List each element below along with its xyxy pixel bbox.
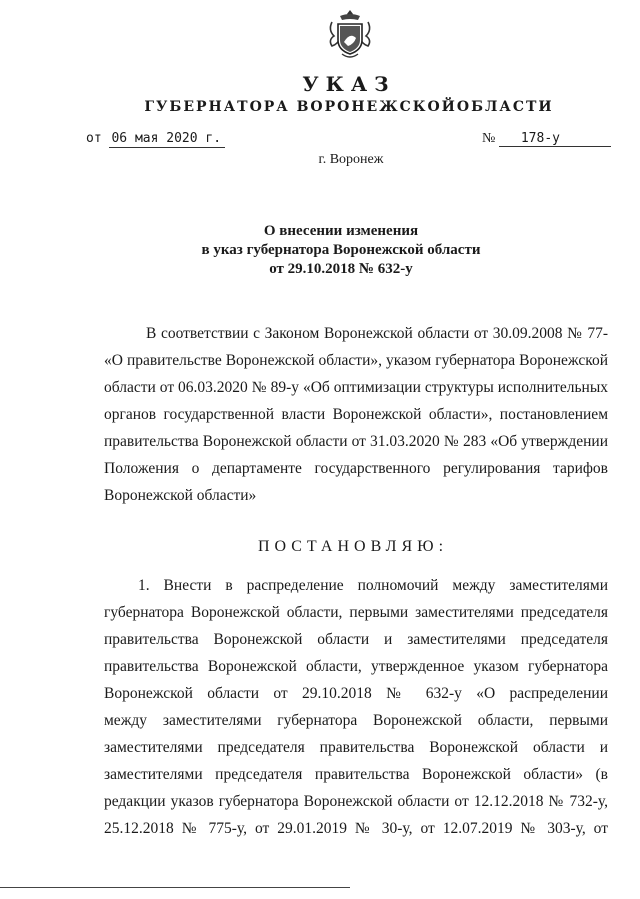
text-line: заместителями председателя правительства Воронежской области» (в: [104, 766, 608, 783]
subject-line: от 29.10.2018 № 632-у: [269, 261, 413, 277]
resolution-heading: ПОСТАНОВЛЯЮ:: [257, 538, 449, 555]
preamble-paragraph: [104, 320, 608, 509]
text-line: Положения о департаменте государственного регулирования тарифов: [104, 460, 608, 477]
clause-1-paragraph: [104, 572, 608, 842]
number-value: 178-у: [499, 131, 611, 147]
text-line: 25.12.2018 № 775-у, от 29.01.2019 № 30-у, от 12.07.2019 № 303-у, от: [104, 820, 608, 837]
document-title: УКАЗ: [302, 72, 396, 96]
decree-date: [86, 131, 225, 148]
document-subtitle: ГУБЕРНАТОРА ВОРОНЕЖСКОЙОБЛАСТИ: [144, 99, 554, 115]
date-value: 06 мая 2020 г.: [109, 131, 225, 148]
text-line: Воронежской области от 29.10.2018 № 632-у «О распределении: [104, 685, 608, 702]
decree-number: [482, 131, 611, 147]
footer-divider: [0, 887, 350, 888]
text-line: «О правительстве Воронежской области», указом губернатора Воронежской: [104, 352, 608, 369]
text-line: редакции указов губернатора Воронежской области от 12.12.2018 № 732-у,: [104, 793, 608, 810]
subject-line: в указ губернатора Воронежской области: [201, 242, 481, 258]
text-line: правительства Воронежской области от 31.03.2020 № 283 «Об утверждении: [104, 433, 608, 450]
text-line: губернатора Воронежской области, первыми заместителями председателя: [104, 604, 608, 621]
text-line: Воронежской области»: [104, 487, 257, 504]
number-prefix: №: [482, 131, 496, 146]
text-line: 1. Внести в распределение полномочий между заместителями: [138, 577, 608, 594]
city-line: г. Воронеж: [318, 152, 384, 167]
date-prefix: от: [86, 131, 102, 146]
text-line: правительства Воронежской области, утвержденное указом губернатора: [104, 658, 608, 675]
text-line: правительства Воронежской области и заместителями председателя: [104, 631, 608, 648]
text-line: области от 06.03.2020 № 89-у «Об оптимизации структуры исполнительных: [104, 379, 608, 396]
text-line: между заместителями губернатора Воронежской области, первыми: [104, 712, 608, 729]
decree-subject: [0, 222, 640, 279]
coat-of-arms-icon: [326, 8, 374, 62]
text-line: заместителями председателя правительства Воронежской области и: [104, 739, 608, 756]
text-line: В соответствии с Законом Воронежской области от 30.09.2008 № 77-: [146, 325, 608, 342]
text-line: органов государственной власти Воронежской области», постановлением: [104, 406, 608, 423]
subject-line: О внесении изменения: [263, 223, 419, 239]
